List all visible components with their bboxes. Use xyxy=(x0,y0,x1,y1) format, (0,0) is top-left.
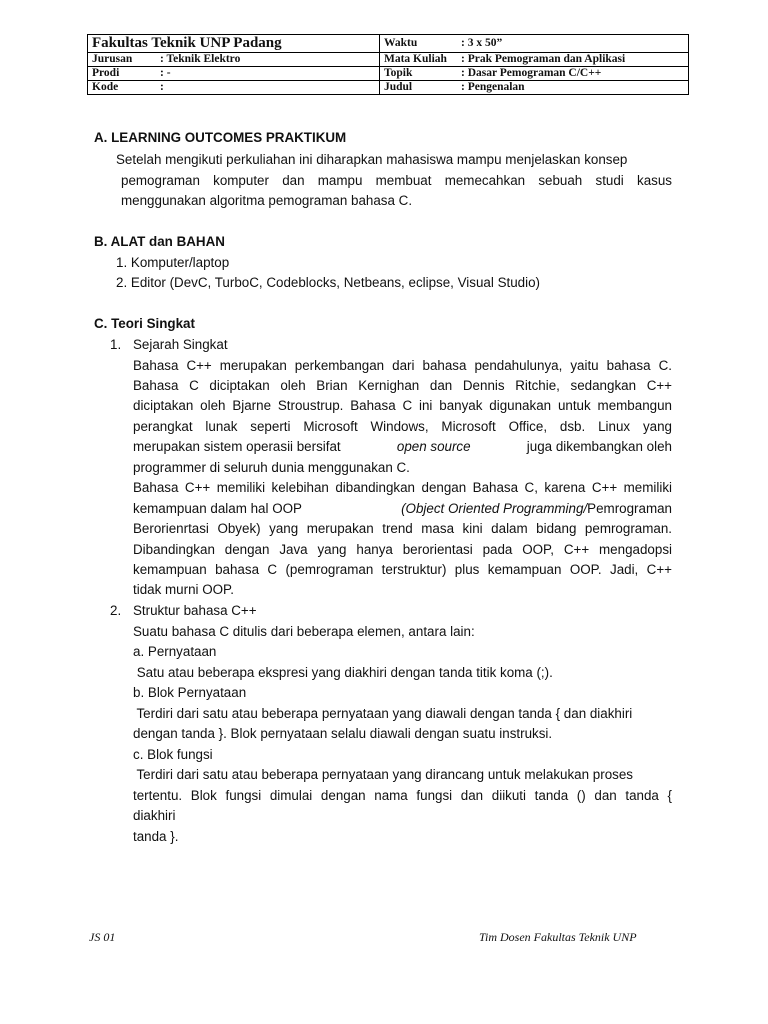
item-1-number: 1. xyxy=(110,337,122,352)
footer-left: JS 01 xyxy=(89,930,116,944)
section-b-item-2: 2. Editor (DevC, TurboC, Codeblocks, Netbeans, eclipse, Visual Studio) xyxy=(116,275,540,290)
p1-line-3: diciptakan oleh Bjarne Stroustrup. Bahasa C ini banyak digunakan untuk membangun xyxy=(133,398,672,413)
kode-cell xyxy=(88,81,380,95)
item-2-title: Struktur bahasa C++ xyxy=(133,603,257,618)
judul-cell xyxy=(380,81,689,95)
topik-value: : Dasar Pemograman C/C++ xyxy=(461,67,602,79)
institution-name: Fakultas Teknik UNP Padang xyxy=(92,35,282,51)
p1-line-2: Bahasa C diciptakan oleh Brian Kernighan dan Dennis Ritchie, sedangkan C++ xyxy=(133,378,672,393)
blok-fungsi-title: c. Blok fungsi xyxy=(133,747,213,762)
p2-line-2-part-a: kemampuan dalam hal OOP xyxy=(133,501,302,516)
open-source-term: open source xyxy=(396,439,471,454)
footer-right: Tim Dosen Fakultas Teknik UNP xyxy=(479,930,637,944)
jurusan-value: : Teknik Elektro xyxy=(160,53,241,65)
judul-value: : Pengenalan xyxy=(461,81,525,93)
pernyataan-title: a. Pernyataan xyxy=(133,644,217,659)
kode-value: : xyxy=(160,81,164,93)
p1-line-4: perangkat lunak seperti Microsoft Windows, Microsoft Office, dsb. Linux yang xyxy=(133,419,672,434)
jurusan-cell xyxy=(88,53,380,67)
blok-fungsi-line-4: tanda }. xyxy=(133,829,179,844)
p2-line-4: Dibandingkan dengan Java yang hanya berorientasi pada OOP, C++ mengadopsi xyxy=(133,542,672,557)
jurusan-label: Jurusan xyxy=(92,53,133,65)
section-a-heading: A. LEARNING OUTCOMES PRAKTIKUM xyxy=(94,130,347,145)
matakuliah-cell xyxy=(380,53,689,67)
pernyataan-text: Satu atau beberapa ekspresi yang diakhiri dengan tanda titik koma (;). xyxy=(133,665,553,680)
topik-cell xyxy=(380,67,689,81)
waktu-cell xyxy=(380,35,689,53)
blok-fungsi-line-2: tertentu. Blok fungsi dimulai dengan nama fungsi dan diikuti tanda () dan tanda { xyxy=(133,788,672,803)
matakuliah-label: Mata Kuliah xyxy=(384,53,447,65)
topik-label: Topik xyxy=(384,67,413,79)
p2-line-2-part-c: Pemrograman xyxy=(587,501,672,516)
p2-line-6: tidak murni OOP. xyxy=(133,582,234,597)
p2-line-5: kemampuan bahasa C (pemrograman terstruktur) plus kemampuan OOP. Jadi, C++ xyxy=(133,562,672,577)
institution-cell xyxy=(88,35,380,53)
item-2-number: 2. xyxy=(110,603,122,618)
waktu-label: Waktu xyxy=(384,37,418,49)
struktur-intro: Suatu bahasa C ditulis dari beberapa elemen, antara lain: xyxy=(133,624,475,639)
blok-pernyataan-line-1: Terdiri dari satu atau beberapa pernyataan yang diawali dengan tanda { dan diakhiri xyxy=(133,706,633,721)
judul-label: Judul xyxy=(384,81,413,93)
section-b-heading: B. ALAT dan BAHAN xyxy=(94,234,225,249)
oop-expansion: (Object Oriented Programming/ xyxy=(401,501,588,516)
prodi-value: : - xyxy=(160,67,171,79)
section-a-line-2: pemograman komputer dan mampu membuat memecahkan sebuah studi kasus xyxy=(121,173,672,188)
blok-fungsi-line-3: diakhiri xyxy=(133,808,176,823)
p2-line-1: Bahasa C++ memiliki kelebihan dibandingkan dengan Bahasa C, karena C++ memiliki xyxy=(133,480,672,495)
p1-line-1: Bahasa C++ merupakan perkembangan dari bahasa pendahulunya, yaitu bahasa C. xyxy=(133,358,672,373)
section-a-line-3: menggunakan algoritma pemograman bahasa C. xyxy=(121,193,413,208)
p1-line-5 xyxy=(133,437,672,457)
p1-line-5-part-a: merupakan sistem operasii bersifat xyxy=(133,439,341,454)
section-c-heading: C. Teori Singkat xyxy=(94,316,195,331)
header-table xyxy=(87,34,689,95)
matakuliah-value: : Prak Pemograman dan Aplikasi xyxy=(461,53,626,65)
prodi-label: Prodi xyxy=(92,67,120,79)
prodi-cell xyxy=(88,67,380,81)
p1-line-6: programmer di seluruh dunia menggunakan C. xyxy=(133,460,410,475)
p1-line-5-part-c: juga dikembangkan oleh xyxy=(526,439,672,454)
section-b-item-1: 1. Komputer/laptop xyxy=(116,255,230,270)
blok-pernyataan-title: b. Blok Pernyataan xyxy=(133,685,247,700)
kode-label: Kode xyxy=(92,81,119,93)
p2-line-3: Berorienrtasi Obyek) yang merupakan trend masa kini dalam bidang pemrograman. xyxy=(133,521,672,536)
waktu-value: : 3 x 50” xyxy=(461,37,503,49)
item-1-title: Sejarah Singkat xyxy=(133,337,228,352)
blok-fungsi-line-1: Terdiri dari satu atau beberapa pernyataan yang dirancang untuk melakukan proses xyxy=(133,767,633,782)
blok-pernyataan-line-2: dengan tanda }. Blok pernyataan selalu diawali dengan suatu instruksi. xyxy=(133,726,553,741)
section-a-line-1: Setelah mengikuti perkuliahan ini diharapkan mahasiswa mampu menjelaskan konsep xyxy=(116,152,628,167)
p2-line-2 xyxy=(133,499,672,519)
